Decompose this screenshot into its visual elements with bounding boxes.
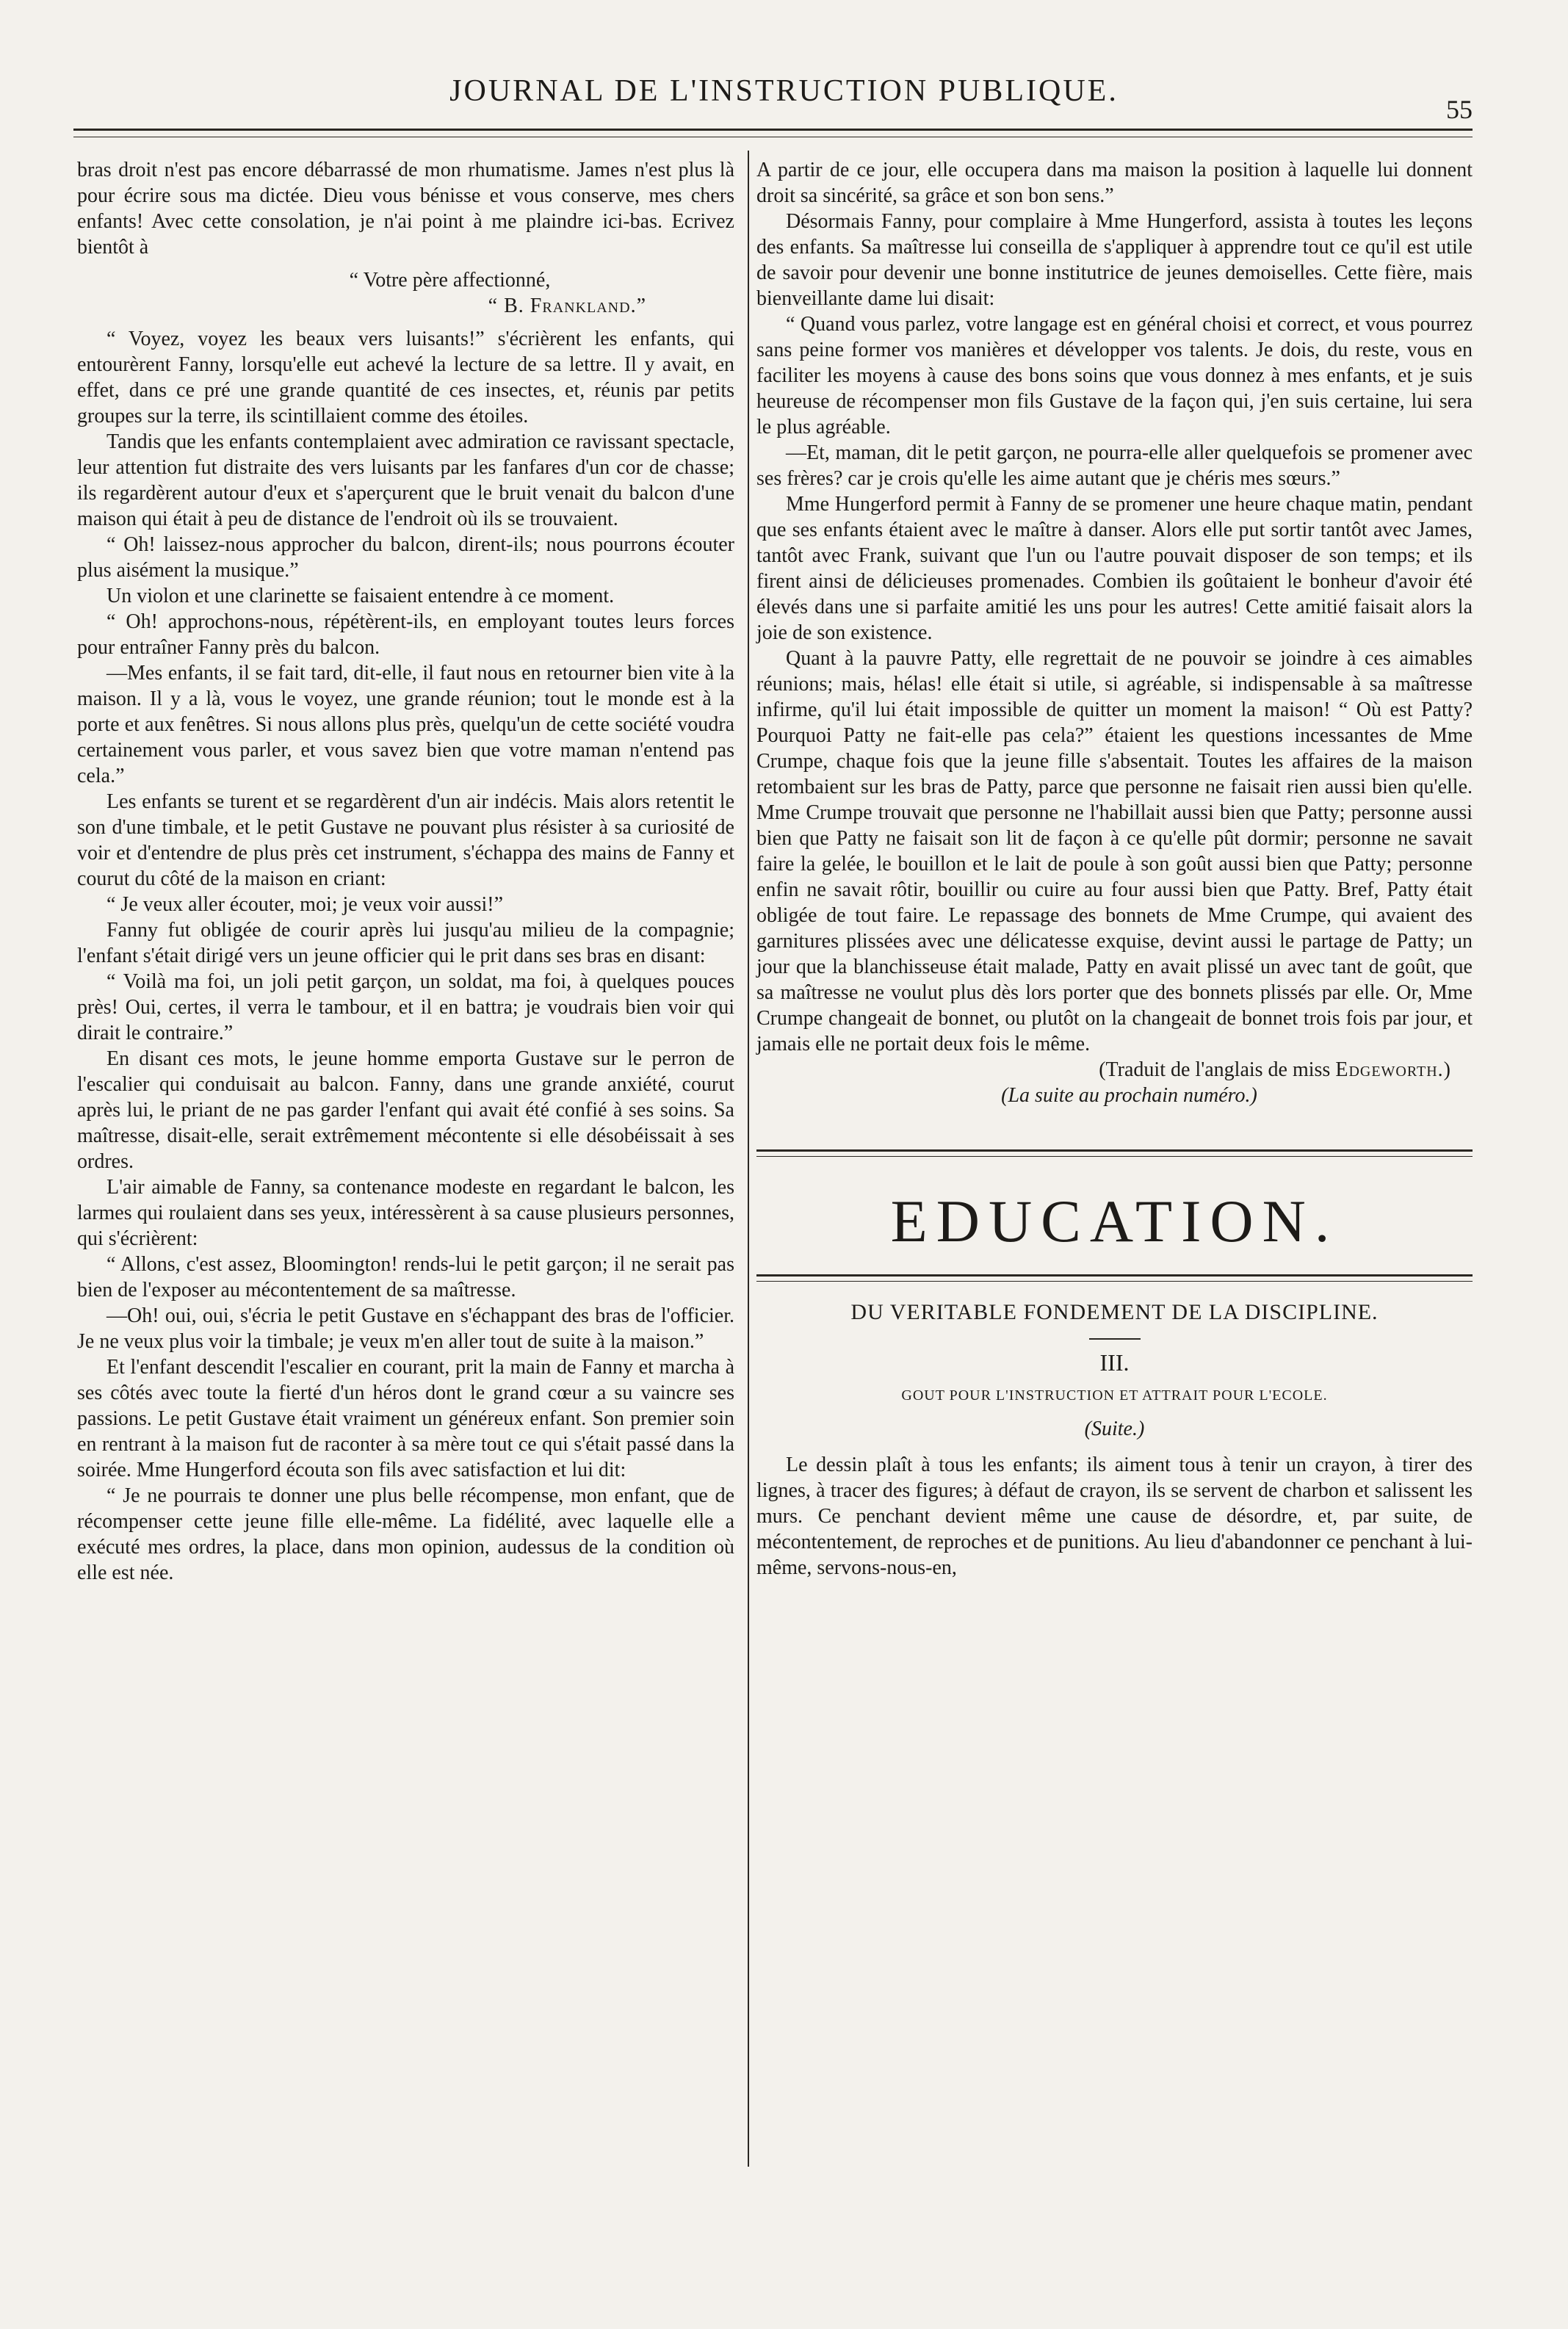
short-divider (1089, 1338, 1141, 1340)
paragraph: Et l'enfant descendit l'escalier en courant, prit la main de Fanny et marcha à ses côtés avec toute la fierté d'un héros dont le grand cœur a su vaincre ses passions. Le petit Gustave était vraiment un généreux enfant. Son premier soin en rentrant à la maison fut de raconter à sa mère tout ce qui s'était passé dans la soirée. Mme Hungerford écouta son fils avec satisfaction et lui dit: (77, 1356, 734, 1481)
paragraph: En disant ces mots, le jeune homme emporta Gustave sur le perron de l'escalier qui conduisait au balcon. Fanny, dans une grande anxiété, courut après lui, le priant de ne pas garder l'enfant qui avait été confié à ses soins. Sa maîtresse, disait-elle, serait extrêmement mécontente si elle désobéissait à ses ordres. (77, 1047, 734, 1173)
section-subtitle: DU VERITABLE FONDEMENT DE LA DISCIPLINE. (850, 1300, 1379, 1324)
section-rule (756, 1274, 1473, 1277)
paragraph: “ Quand vous parlez, votre langage est en général choisi et correct, et vous pourrez sans peine former vos manières et développer vos talents. Je dois, du reste, vous en faciliter les moyens à cause des bons soins que vous donnez à mes enfants, et je suis heureuse de récompenser mon fils Gustave de la façon qui, j'en suis certaine, lui sera le plus agréable. (756, 313, 1473, 438)
paragraph: “ Oh! approchons-nous, répétèrent-ils, en employant toutes leurs forces pour entraîner Fanny près du balcon. (77, 610, 734, 659)
paragraph: “ Voilà ma foi, un joli petit garçon, un soldat, ma foi, à quelques pouces près! Oui, certes, il verra le tambour, et il en battra; je voudrais bien voir qui dirait le contraire.” (77, 970, 734, 1044)
letter-signature: “ B. Frankland.” (488, 295, 646, 317)
chapter-number: III. (1099, 1349, 1130, 1376)
section-rule (756, 1149, 1473, 1152)
paragraph: Quant à la pauvre Patty, elle regrettait de ne pouvoir se joindre à ces aimables réunions; mais, hélas! elle était si utile, si agréable, si indispensable à sa maîtresse infirme, qu'il lui était impossible de quitter un moment la maison! “ Où est Patty? Pourquoi Patty ne fait-elle pas cela?” étaient les questions incessantes de Mme Crumpe, chaque fois que la jeune fille s'absentait. Toutes les affaires de la maison retombaient sur les bras de Patty, parce que personne ne faisait rien aussi bien qu'elle. Mme Crumpe trouvait que personne ne l'habillait aussi bien que Patty; personne aussi bien que Patty ne faisait son lit de façon à ce qu'elle pût dormir; personne ne savait faire la gelée, le bouillon et le lait de poule à son goût aussi bien que Patty; personne enfin ne savait rôtir, bouillir ou cuire au four aussi bien que Patty. Bref, Patty était obligée de tout faire. Le repassage des bonnets de Mme Crumpe, qui avaient des garnitures plissées avec une délicatesse exquise, devint aussi le partage de Patty; un jour que la blanchisseuse était malade, Patty en avait plissé un avec tant de goût, que sa maîtresse ne voulut plus dès lors porter que des bonnets plissés par elle. Or, Mme Crumpe changeait de bonnet, ou plutôt on la changeait de bonnet trois fois par jour, et jamais elle ne portait deux fois le même. (756, 647, 1473, 1055)
paragraph: “ Oh! laissez-nous approcher du balcon, dirent-ils; nous pourrons écouter plus aisément la musique.” (77, 533, 734, 582)
journal-title: JOURNAL DE L'INSTRUCTION PUBLIQUE. (449, 74, 1119, 108)
column-divider (748, 151, 749, 2167)
page-number: 55 (1446, 95, 1473, 124)
translation-attribution (756, 1057, 1473, 1083)
paragraph: Désormais Fanny, pour complaire à Mme Hungerford, assista à toutes les leçons des enfants. Sa maîtresse lui conseilla de s'appliquer à apprendre tout ce qu'il est utile de savoir pour devenir une bonne institutrice de jeunes demoiselles. Cette fière, mais bienveillante dame lui disait: (756, 210, 1473, 310)
left-column (77, 157, 734, 1586)
paragraph: “ Je veux aller écouter, moi; je veux voir aussi!” (106, 893, 504, 916)
attribution-suffix: ) (1443, 1058, 1450, 1081)
paragraph: “ Je ne pourrais te donner une plus belle récompense, mon enfant, que de récompenser cette jeune fille elle-même. La fidélité, avec laquelle elle a exécuté mes ordres, la place, dans mon opinion, audessus de la condition où elle est née. (77, 1484, 734, 1584)
paragraph: Un violon et une clarinette se faisaient entendre à ce moment. (106, 585, 615, 607)
continuation-note: (La suite au prochain numéro.) (1001, 1084, 1257, 1107)
running-head (0, 73, 1568, 124)
paragraph: L'air aimable de Fanny, sa contenance modeste en regardant le balcon, les larmes qui roulaient dans ses yeux, intéressèrent à sa cause plusieurs personnes, qui s'écrièrent: (77, 1176, 734, 1250)
chapter-title: GOUT POUR L'INSTRUCTION ET ATTRAIT POUR L'ECOLE. (901, 1387, 1328, 1404)
paragraph: “ Allons, c'est assez, Bloomington! rends-lui le petit garçon; il ne serait pas bien de l'exposer au mécontentement de sa maîtresse. (77, 1253, 734, 1301)
section-rule-thin (756, 1281, 1473, 1282)
paragraph: A partir de ce jour, elle occupera dans ma maison la position à laquelle lui donnent droit sa sincérité, sa grâce et son bon sens.” (756, 159, 1473, 207)
paragraph: Tandis que les enfants contemplaient avec admiration ce ravissant spectacle, leur attention fut distraite des vers luisants par les fanfares d'un cor de chasse; ils regardèrent autour d'eux et s'aperçurent que le bruit venait du balcon d'une maison qui était à peu de distance de l'endroit où ils se trouvaient. (77, 430, 734, 530)
paragraph: —Oh! oui, oui, s'écria le petit Gustave en s'échappant des bras de l'officier. Je ne veux plus voir la timbale; je veux m'en aller tout de suite à la maison.” (77, 1304, 734, 1353)
paragraph: Mme Hungerford permit à Fanny de se promener une heure chaque matin, pendant que ses enfants étaient avec le maître à danser. Alors elle put sortir tantôt avec James, tantôt avec Frank, suivant que l'un ou l'autre pouvait disposer de son temps; et ils firent ainsi de délicieuses promenades. Combien ils goûtaient le bonheur d'avoir été élevés dans une si parfaite amitié les uns pour les autres! Cette amitié faisait alors la joie de son existence. (756, 493, 1473, 644)
paragraph: Les enfants se turent et se regardèrent d'un air indécis. Mais alors retentit le son d'une timbale, et le petit Gustave ne pouvant plus résister à sa curiosité de voir et d'entendre de plus près cet instrument, s'échappa des mains de Fanny et courut du côté de la maison en criant: (77, 790, 734, 890)
attribution-author: Edgeworth. (1335, 1058, 1444, 1081)
section-title: EDUCATION. (890, 1188, 1339, 1254)
paragraph: bras droit n'est pas encore débarrassé de mon rhumatisme. James n'est plus là pour écrire sous ma dictée. Dieu vous bénisse et vous conserve, mes chers enfants! Avec cette consolation, je n'ai point à me plaindre ici-bas. Ecrivez bientôt à (77, 159, 734, 259)
header-rule (73, 129, 1473, 131)
paragraph: —Mes enfants, il se fait tard, dit-elle, il faut nous en retourner bien vite à la maison. Il y a là, vous le voyez, une grande réunion; tout le monde est à la porte et aux fenêtres. Si nous allons plus près, quelqu'un de cette société voudra certainement vous parler, et vous savez bien que votre maman n'entend pas cela.” (77, 662, 734, 787)
paragraph: Fanny fut obligée de courir après lui jusqu'au milieu de la compagnie; l'enfant s'était dirigé vers un jeune officier qui le prit dans ses bras en disant: (77, 919, 734, 967)
paragraph: —Et, maman, dit le petit garçon, ne pourra-elle aller quelquefois se promener avec ses frères? car je crois qu'elle les aime autant que je chéris mes sœurs.” (756, 441, 1473, 490)
letter-closing: “ Votre père affectionné, (349, 269, 551, 292)
right-column (756, 157, 1473, 1581)
paragraph: “ Voyez, voyez les beaux vers luisants!” s'écrièrent les enfants, qui entourèrent Fanny, lorsqu'elle eut achevé la lecture de sa lettre. Il y avait, en effet, dans ce pré une grande quantité de ces insectes, et, réunis par petits groupes sur la terre, ils scintillaient comme des étoiles. (77, 328, 734, 427)
paragraph: Le dessin plaît à tous les enfants; ils aiment tous à tenir un crayon, à tirer des lignes, à tracer des figures; à défaut de crayon, ils se servent de charbon et salissent les murs. Ce penchant devient même une cause de désordre, et, par suite, de mécontentement, de reproches et de punitions. Au lieu d'abandonner ce penchant à lui-même, servons-nous-en, (756, 1454, 1473, 1579)
section-rule-thin (756, 1156, 1473, 1157)
suite-heading: (Suite.) (1084, 1418, 1145, 1440)
attribution-prefix: (Traduit de l'anglais de miss (1099, 1058, 1336, 1081)
